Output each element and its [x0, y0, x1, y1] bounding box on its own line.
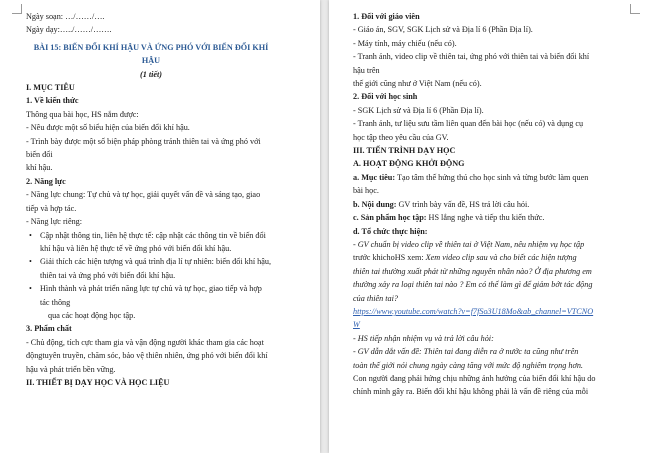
bullet-item: • Cập nhật thông tin, liên hệ thực tế: cập nhật các thông tin về biến đổi: [26, 229, 276, 242]
video-link[interactable]: https://www.youtube.com/watch?v=f7fSo3U18Mo&ab_channel=VTCNO: [353, 306, 594, 316]
document-page-left: [0, 0, 320, 453]
label-content: b. Nội dung:: [353, 199, 397, 209]
question-text: Xem video clip sau và cho biết các hiện tượng: [425, 253, 577, 263]
text-line: - Chủ động, tích cực tham gia và vận động người khác tham gia các hoạt: [26, 337, 264, 347]
page-left-content: [26, 10, 276, 389]
page-right-content: [353, 10, 625, 399]
text-line: - Trình bày được một số biện pháp phòng tránh thiên tai và ứng phó với: [26, 136, 261, 146]
text-line: thế giới cũng như ở Việt Nam (nếu có).: [353, 79, 482, 89]
text-line: tác thông: [40, 297, 71, 307]
text-line: thường xảy ra loại thiên tai nào ? Em có thể làm gì để giảm bớt tác động: [353, 280, 593, 290]
teach-date-line: Ngày dạy:…../……/…….: [26, 25, 112, 35]
text-line: - Giáo án, SGV, SGK Lịch sử và Địa lí 6 (Phần Địa lí).: [353, 25, 533, 35]
lesson-title-cont: HẬU: [141, 56, 161, 66]
heading-equipment: II. THIẾT BỊ DẠY HỌC VÀ HỌC LIỆU: [26, 377, 170, 387]
text-line: - GV chuẩn bị video clip về thiên tai ở Việt Nam, nêu nhiệm vụ học tập: [353, 239, 585, 249]
label-goal: a. Mục tiêu:: [353, 172, 396, 182]
text-line: thiên tai thường xuất phát từ những nguyên nhân nào? Ở địa phương em: [353, 266, 592, 276]
heading-warmup: A. HOẠT ĐỘNG KHỞI ĐỘNG: [353, 159, 465, 169]
heading-objectives: I. MỤC TIÊU: [26, 83, 75, 93]
text-line: [353, 251, 625, 264]
text-line: bài học.: [353, 186, 379, 196]
text-line: độngtuyên truyền, chăm sóc, bảo vệ thiên nhiên, ứng phó với biến đổi khí: [26, 351, 268, 361]
heading-for-student: 2. Đối với học sinh: [353, 92, 418, 102]
text-line: biến đổi: [26, 150, 53, 160]
heading-for-teacher: 1. Đối với giáo viên: [353, 12, 420, 21]
text-line: hậu trên: [353, 65, 380, 75]
text-line: - Tranh ảnh, tư liệu sưu tầm liên quan đến bài học (nếu có) và dụng cụ: [353, 119, 584, 129]
heading-knowledge: 1. Về kiến thức: [26, 96, 79, 106]
lesson-title: BÀI 15: BIẾN ĐỔI KHÍ HẬU VÀ ỨNG PHÓ VỚI BIẾN ĐỔI KHÍ: [33, 42, 269, 52]
text-line: tiếp và hợp tác.: [26, 203, 77, 213]
video-link-cont[interactable]: W: [353, 320, 360, 330]
bullet-item: • Hình thành và phát triển năng lực tự chủ và tự học, giao tiếp và hợp: [26, 282, 276, 295]
text-line: [353, 198, 625, 211]
text-line: - GV dẫn dắt vấn đề: Thiên tai đang diễn ra ở nước ta cũng như trên: [353, 347, 579, 357]
text-line: - Nêu được một số biểu hiện của biến đổi khí hậu.: [26, 123, 190, 133]
prep-date-line: Ngày soạn: …/……/….: [26, 12, 105, 21]
text-line: - Tranh ảnh, video clip về thiên tai, ứng phó với thiên tai và biến đổi khí: [353, 52, 590, 62]
heading-qualities: 3. Phẩm chất: [26, 324, 72, 334]
text-line: - Năng lực riêng:: [26, 217, 83, 227]
text-line: học tập theo yêu cầu của GV.: [353, 132, 449, 142]
document-page-right: [329, 0, 650, 453]
text-line: [353, 171, 625, 184]
label-organize: d. Tổ chức thực hiện:: [353, 226, 428, 236]
text-line: Con người đang phải hứng chịu những ảnh hưởng của biến đổi khí hậu do: [353, 373, 596, 383]
text-line: - Năng lực chung: Tự chủ và tự học, giải quyết vấn đề và sáng tạo, giao: [26, 190, 261, 200]
heading-process: III. TIẾN TRÌNH DẠY HỌC: [353, 146, 456, 156]
heading-competence: 2. Năng lực: [26, 176, 66, 186]
text-line: [353, 211, 625, 224]
text-line: toàn thế giới nói chung ngày càng tăng với mức độ nghiêm trọng hơn.: [353, 360, 583, 370]
goal-text: Tạo tâm thế hứng thú cho học sinh và từng bước làm quen: [396, 172, 589, 182]
content-text: GV trình bày vấn đề, HS trả lời câu hỏi.: [398, 199, 530, 209]
text-line: thiên tai và ứng phó với biến đổi khí hậu.: [40, 270, 176, 280]
text-line: chính mình gây ra. Biến đổi khí hậu không phải là vấn đề riêng của mỗi: [353, 387, 589, 397]
text-line: qua các hoạt động học tập.: [48, 310, 136, 320]
bullet-item: • Giải thích các hiện tượng và quá trình địa lí tự nhiên: biến đổi khí hậu,: [26, 255, 276, 268]
text-line: - Máy tính, máy chiếu (nếu có).: [353, 38, 457, 48]
text-line: khí hậu và liên hệ thực tế về ứng phó với biến đổi khí hậu.: [40, 243, 232, 253]
text-line: Thông qua bài học, HS nắm được:: [26, 109, 139, 119]
text-line: hậu và phát triển bền vững.: [26, 364, 116, 374]
margin-corner-mark: [630, 4, 640, 14]
product-text: HS lắng nghe và tiếp thu kiến thức.: [428, 213, 545, 223]
intro-text: trước khichoHS xem:: [353, 253, 424, 263]
text-line: khí hậu.: [26, 163, 53, 173]
label-product: c. Sản phẩm học tập:: [353, 213, 427, 223]
lesson-duration: (1 tiết): [139, 69, 163, 79]
text-line: - HS tiếp nhận nhiệm vụ và trả lời câu hỏi:: [353, 333, 494, 343]
margin-corner-mark: [12, 4, 22, 14]
text-line: - SGK Lịch sử và Địa lí 6 (Phần Địa lí).: [353, 105, 484, 115]
text-line: của thiên tai?: [353, 293, 399, 303]
